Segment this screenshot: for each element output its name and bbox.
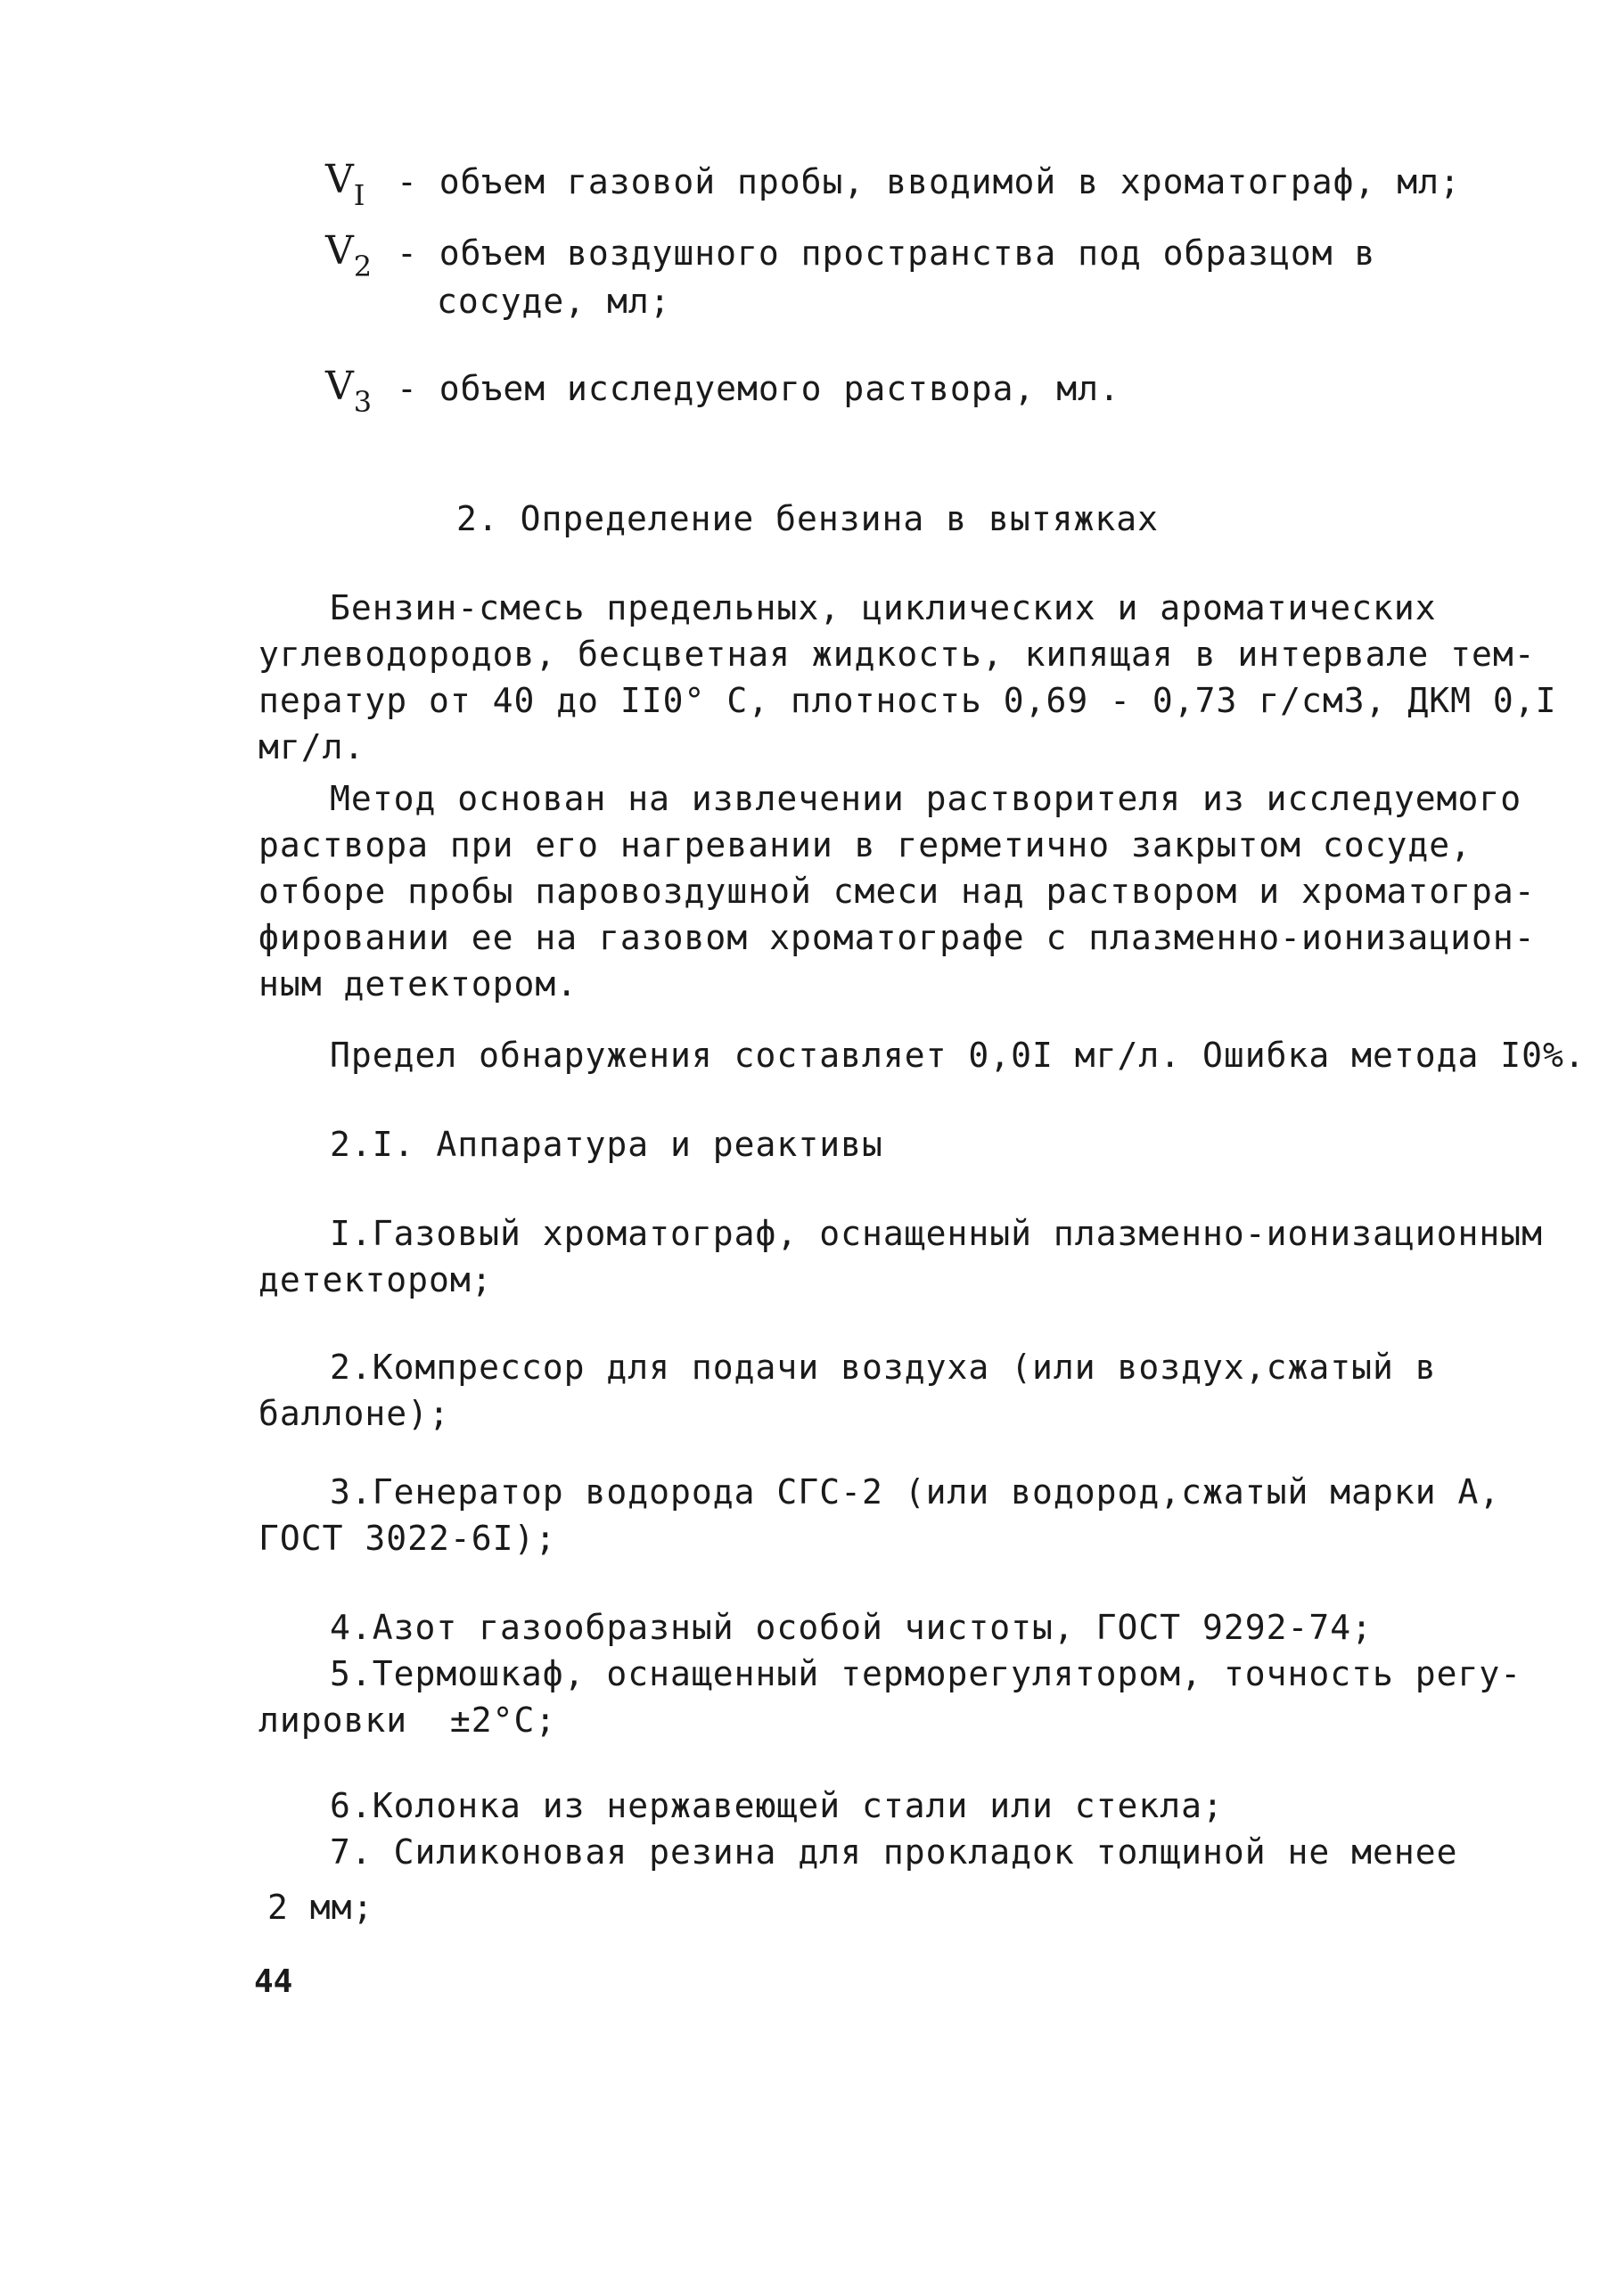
subsection-heading: 2.I. Аппаратура и реактивы — [330, 1125, 883, 1164]
paragraph2-line-1: Метод основан на извлечении растворителя из исследуемого — [330, 779, 1522, 818]
variable-v3-definition: - объем исследуемого раствора, мл. — [397, 369, 1120, 408]
variable-v1-symbol: $V_I$ — [325, 157, 365, 212]
paragraph2-line-3: отборе пробы паровоздушной смеси над раствором и хроматогра- — [258, 872, 1536, 911]
item-5-line-2: лировки ±2°С; — [258, 1700, 557, 1740]
section-heading: 2. Определение бензина в вытяжках — [456, 499, 1159, 538]
variable-v2-definition: - объем воздушного пространства под образцом в — [397, 234, 1376, 273]
variable-v2-symbol: $V_2$ — [325, 228, 373, 283]
item-3-line-2: ГОСТ 3022-6I); — [258, 1519, 557, 1558]
item-4-line-1: 4.Азот газообразный особой чистоты, ГОСТ 9292-74; — [330, 1608, 1374, 1647]
paragraph3: Предел обнаружения составляет 0,0I мг/л. Ошибка метода I0%. — [330, 1036, 1586, 1075]
paragraph1-line-4: мг/л. — [258, 727, 365, 766]
page-number: 44 — [254, 1963, 293, 2000]
item-2-line-1: 2.Компрессор для подачи воздуха (или воздух,сжатый в — [330, 1348, 1437, 1387]
item-7-line-2: 2 мм; — [267, 1888, 374, 1927]
paragraph2-line-5: ным детектором. — [258, 964, 578, 1004]
variable-v3-symbol: $V_3$ — [325, 364, 373, 419]
paragraph1-line-1: Бензин-смесь предельных, циклических и ароматических — [330, 588, 1437, 627]
item-3-line-1: 3.Генератор водорода СГС-2 (или водород,сжатый марки А, — [330, 1472, 1501, 1512]
item-1-line-2: детектором; — [258, 1260, 493, 1299]
paragraph2-line-2: раствора при его нагревании в герметично закрытом сосуде, — [258, 825, 1472, 865]
variable-v1-definition: - объем газовой пробы, вводимой в хроматограф, мл; — [397, 162, 1461, 201]
paragraph1-line-3: ператур от 40 до II0° С, плотность 0,69 - 0,73 г/см3, ДКМ 0,I — [258, 681, 1557, 720]
paragraph2-line-4: фировании ее на газовом хроматографе с плазменно-ионизацион- — [258, 918, 1536, 957]
item-6-line-1: 6.Колонка из нержавеющей стали или стекла; — [330, 1786, 1224, 1825]
paragraph1-line-2: углеводородов, бесцветная жидкость, кипящая в интервале тем- — [258, 635, 1536, 674]
item-2-line-2: баллоне); — [258, 1394, 450, 1433]
variable-v2-definition-cont: сосуде, мл; — [437, 282, 671, 321]
item-5-line-1: 5.Термошкаф, оснащенный терморегулятором, точность регу- — [330, 1654, 1522, 1693]
item-1-line-1: I.Газовый хроматограф, оснащенный плазменно-ионизационным — [330, 1214, 1544, 1253]
item-7-line-1: 7. Силиконовая резина для прокладок толщиной не менее — [330, 1832, 1458, 1872]
